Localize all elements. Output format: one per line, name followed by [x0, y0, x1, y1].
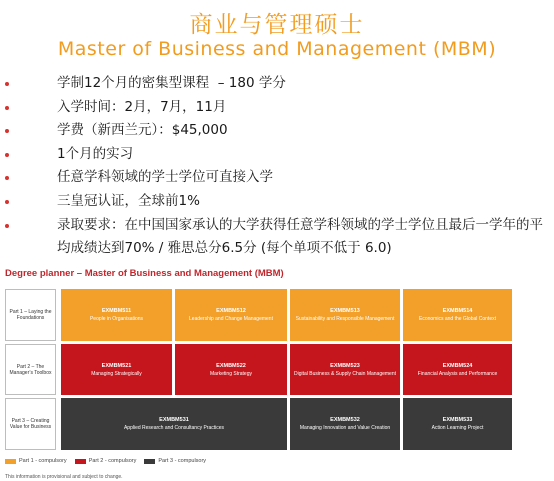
course-cell — [403, 344, 512, 395]
course-cell — [290, 398, 400, 450]
list-item: 录取要求：在中国国家承认的大学获得任意学科领域的学士学位且最后一学年的平均成绩达到70% / 雅思总分6.5分 (每个单项不低于 6.0) — [0, 214, 554, 261]
course-cell — [175, 289, 287, 341]
list-item: 学费（新西兰元）：$45,000 — [0, 119, 554, 143]
course-name: Managing Innovation and Value Creation — [299, 425, 391, 431]
bullet-icon — [5, 224, 9, 228]
course-code: EXMBM522 — [216, 362, 246, 369]
course-name: Digital Business & Supply Chain Management — [294, 370, 396, 377]
course-cell — [61, 289, 172, 341]
course-name: Leadership and Change Management — [189, 316, 273, 322]
list-item: 三皇冠认证，全球前1% — [0, 190, 554, 214]
legend-item: Part 2 - compulsory — [75, 458, 137, 464]
course-code: EXMBM511 — [101, 308, 132, 314]
list-item: 入学时间：2月，7月，11月 — [0, 96, 554, 120]
legend-swatch-dark — [144, 459, 155, 464]
course-cell — [175, 344, 287, 395]
course-cell — [61, 344, 172, 395]
course-name: Marketing Strategy — [210, 370, 252, 377]
degree-planner-title: Degree planner – Master of Business and Management (MBM) — [5, 268, 284, 279]
list-item: 1个月的实习 — [0, 143, 554, 167]
course-name: Sustainability and Responsible Management — [295, 316, 395, 322]
legend-swatch-red — [75, 459, 86, 464]
course-cell — [61, 398, 287, 450]
course-code: EXMBM531 — [159, 417, 189, 423]
row-label-part-3: Part 3 – Creating Value for Business — [5, 398, 56, 450]
course-name: Managing Strategically — [91, 370, 142, 377]
course-code: EXMBM512 — [216, 308, 246, 314]
bullet-icon — [5, 200, 9, 204]
bullet-icon — [5, 82, 9, 86]
bullet-icon — [5, 153, 9, 157]
program-facts-list — [0, 72, 554, 261]
legend-item: Part 1 - compulsory — [5, 458, 67, 464]
course-name: Action Learning Project — [431, 425, 484, 431]
degree-planner-grid — [5, 289, 512, 450]
row-label-part-1: Part 1 – Laying the Foundations — [5, 289, 56, 341]
row-label-part-2: Part 2 – The Manager’s Toolbox — [5, 344, 56, 395]
course-code: EXMBM521 — [101, 362, 132, 369]
bullet-icon — [5, 176, 9, 180]
legend-item: Part 3 - compulsory — [144, 458, 206, 464]
course-name: Financial Analysis and Performance — [417, 370, 498, 377]
bullet-icon — [5, 106, 9, 110]
course-code: EXMBM523 — [330, 362, 360, 369]
course-cell — [403, 289, 512, 341]
planner-footnote: This information is provisional and subject to change. — [5, 474, 123, 480]
course-code: EXMBM514 — [442, 308, 473, 314]
course-name: Applied Research and Consultancy Practices — [123, 425, 225, 431]
page-title-en: Master of Business and Management (MBM) — [57, 38, 497, 60]
course-code: EXMBM532 — [330, 417, 360, 423]
course-name: Economics and the Global Context — [419, 316, 496, 322]
course-cell — [290, 344, 400, 395]
list-item: 任意学科领域的学士学位可直接入学 — [0, 166, 554, 190]
course-code: EXMBM533 — [442, 417, 473, 423]
course-code: EXMBM524 — [442, 362, 473, 369]
course-cell — [290, 289, 400, 341]
planner-legend — [5, 458, 206, 464]
legend-swatch-orange — [5, 459, 16, 464]
page-title-cn: 商业与管理硕士 — [189, 12, 365, 38]
course-cell — [403, 398, 512, 450]
bullet-icon — [5, 129, 9, 133]
list-item: 学制12个月的密集型课程 – 180 学分 — [0, 72, 554, 96]
course-code: EXMBM513 — [330, 308, 360, 314]
course-name: People in Organisations — [89, 316, 144, 322]
